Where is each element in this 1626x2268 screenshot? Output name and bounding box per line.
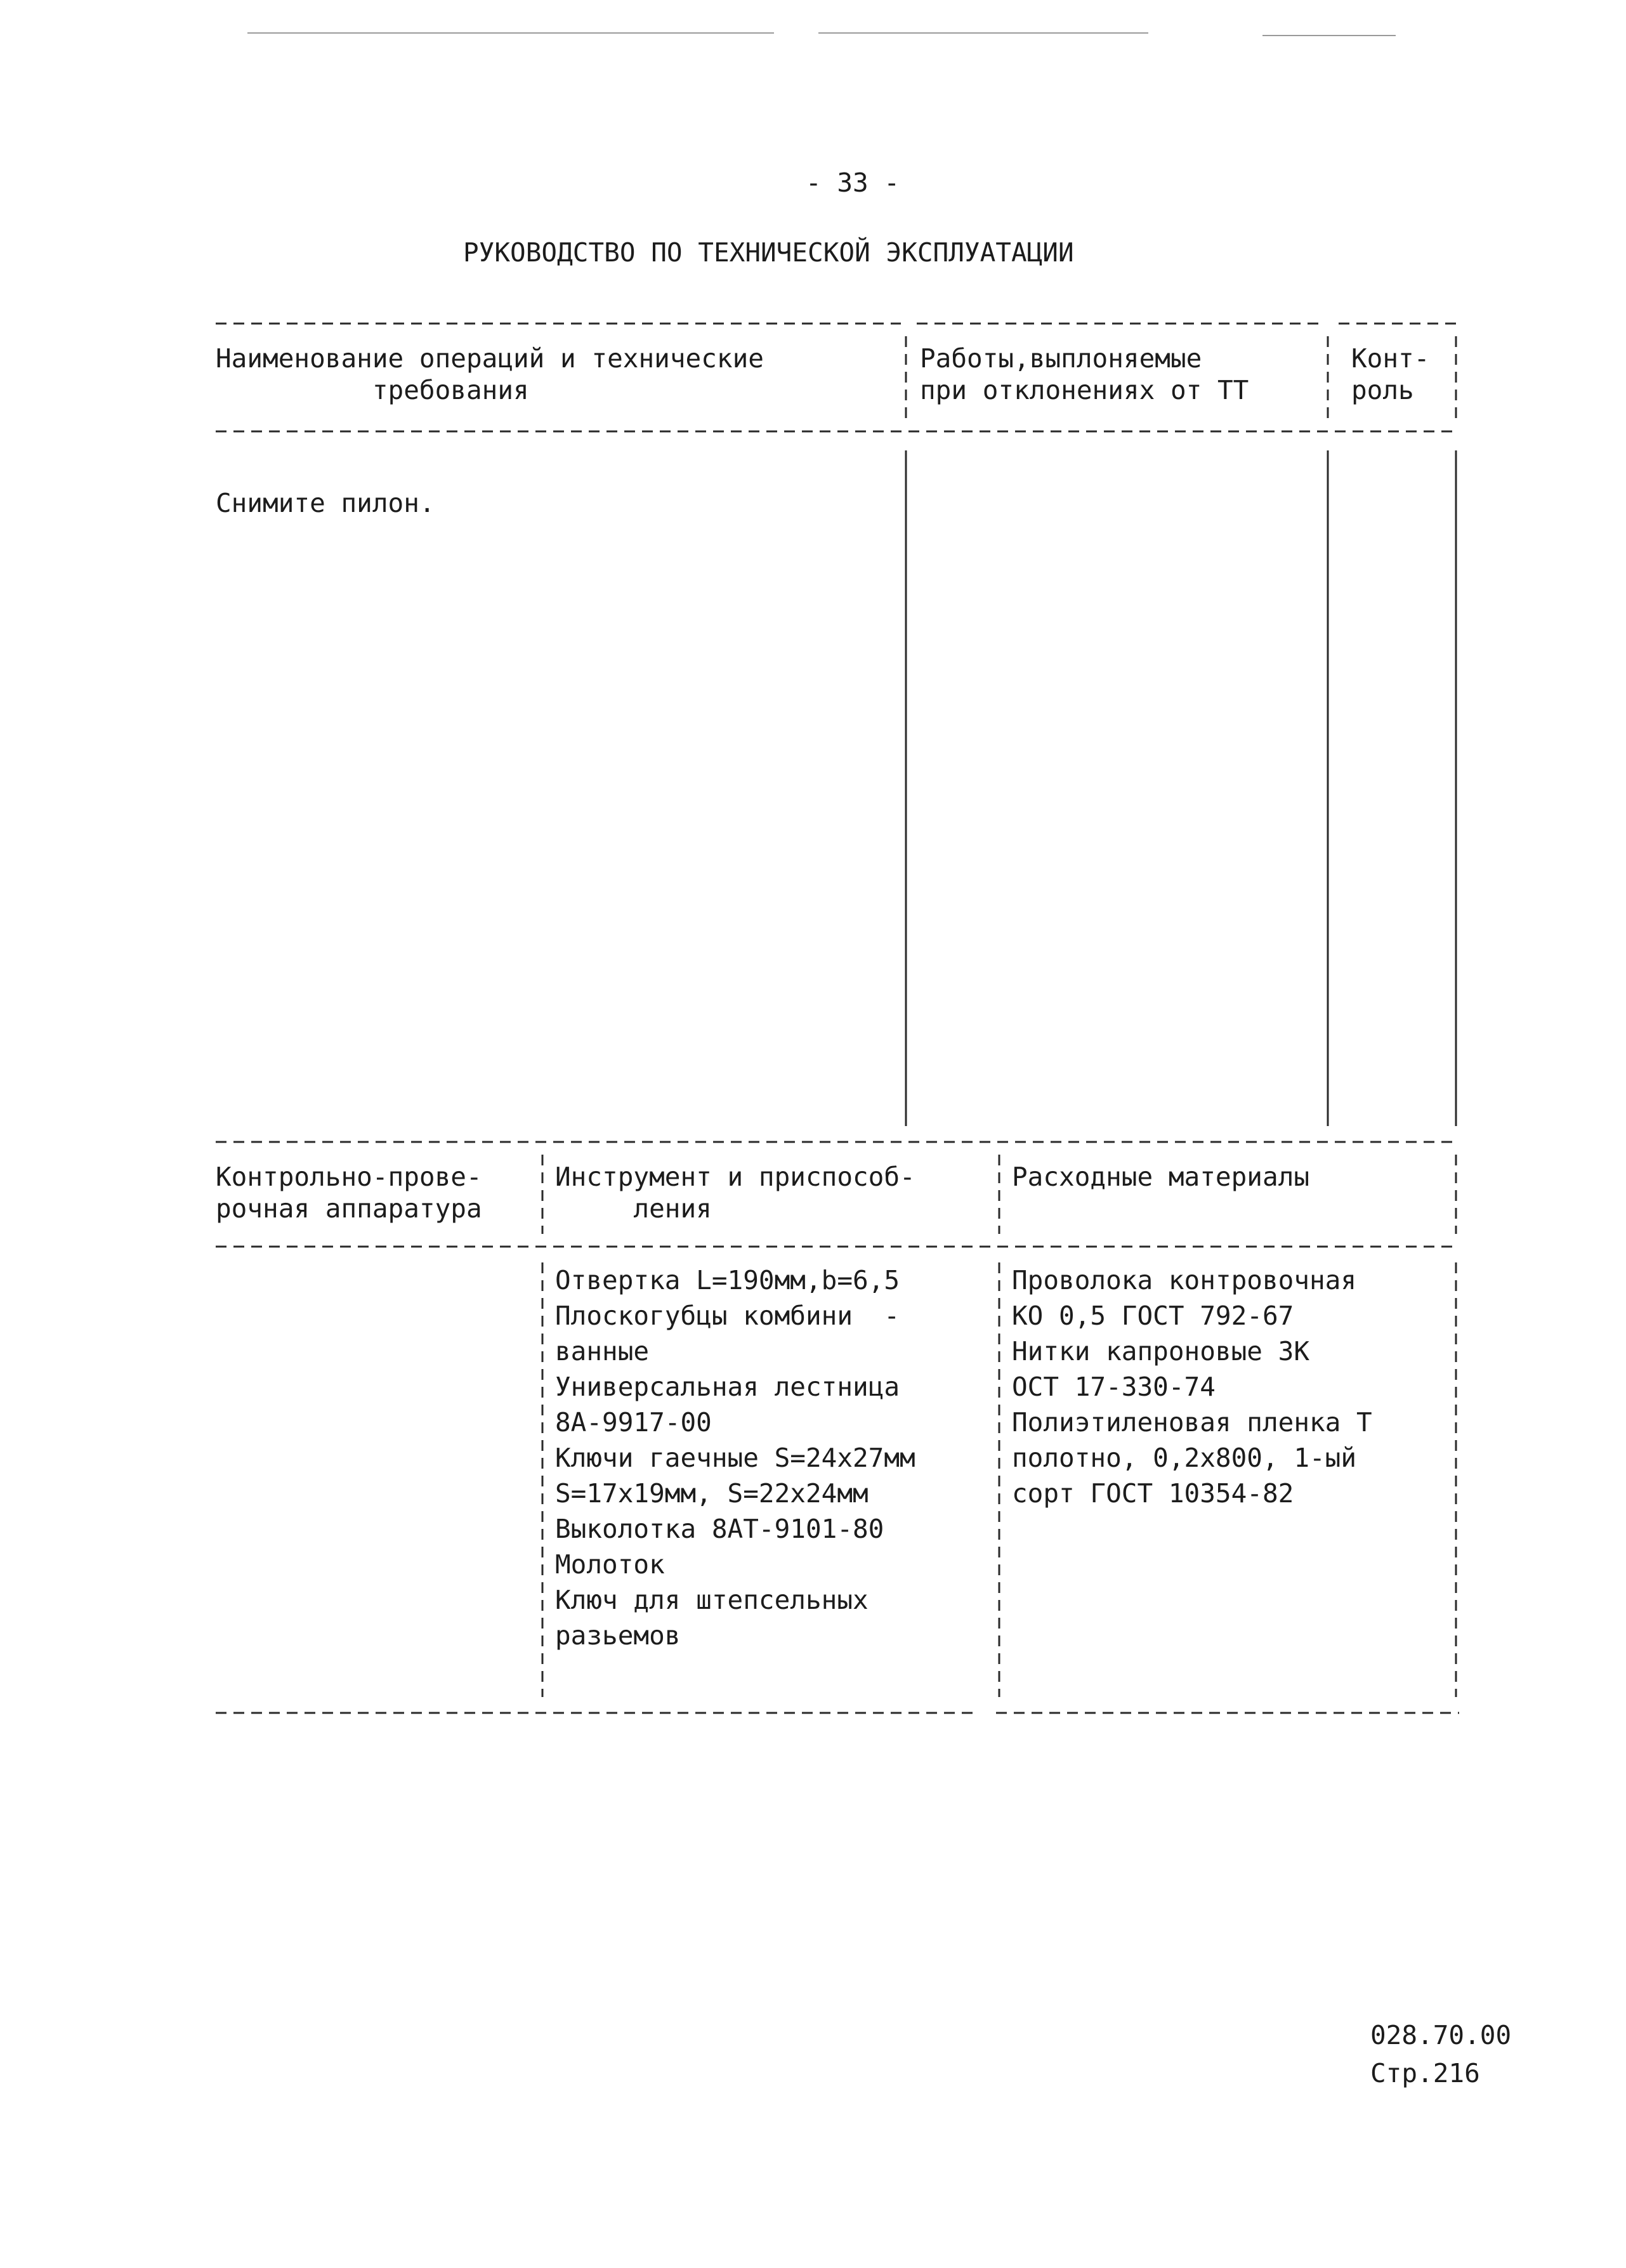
page-number: - 33 -	[806, 167, 900, 198]
header-deviations: Работы,выплоняемые при отклонениях от ТТ	[920, 343, 1249, 405]
page-ref: Стр.216	[1370, 2058, 1480, 2088]
header-equipment: Контрольно-прове- рочная аппаратура	[216, 1162, 482, 1224]
header-tools: Инструмент и приспособ- ления	[555, 1162, 915, 1224]
document-title: РУКОВОДСТВО ПО ТЕХНИЧЕСКОЙ ЭКСПЛУАТАЦИИ	[463, 237, 1074, 268]
document-code: 028.70.00	[1370, 2020, 1512, 2050]
tools-list: Отвертка L=190мм,b=6,5 Плоскогубцы комбини - ванные Универсальная лестница 8А-9917-00 Ключи гаечные S=24x27мм S=17x19мм, S=22x24мм Выколотка 8АТ-9101-80 Молоток Ключ для штепсельных разьемов	[555, 1265, 915, 1651]
header-control: Конт- роль	[1351, 343, 1430, 405]
header-operations: Наименование операций и технические требования	[216, 343, 764, 405]
operation-cell: Снимите пилон.	[216, 488, 435, 518]
materials-list: Проволока контровочная КО 0,5 ГОСТ 792-67 Нитки капроновые 3К ОСТ 17-330-74 Полиэтиленовая пленка Т полотно, 0,2x800, 1-ый сорт ГОСТ 10354-82	[1012, 1265, 1372, 1509]
header-materials: Расходные материалы	[1012, 1162, 1309, 1192]
